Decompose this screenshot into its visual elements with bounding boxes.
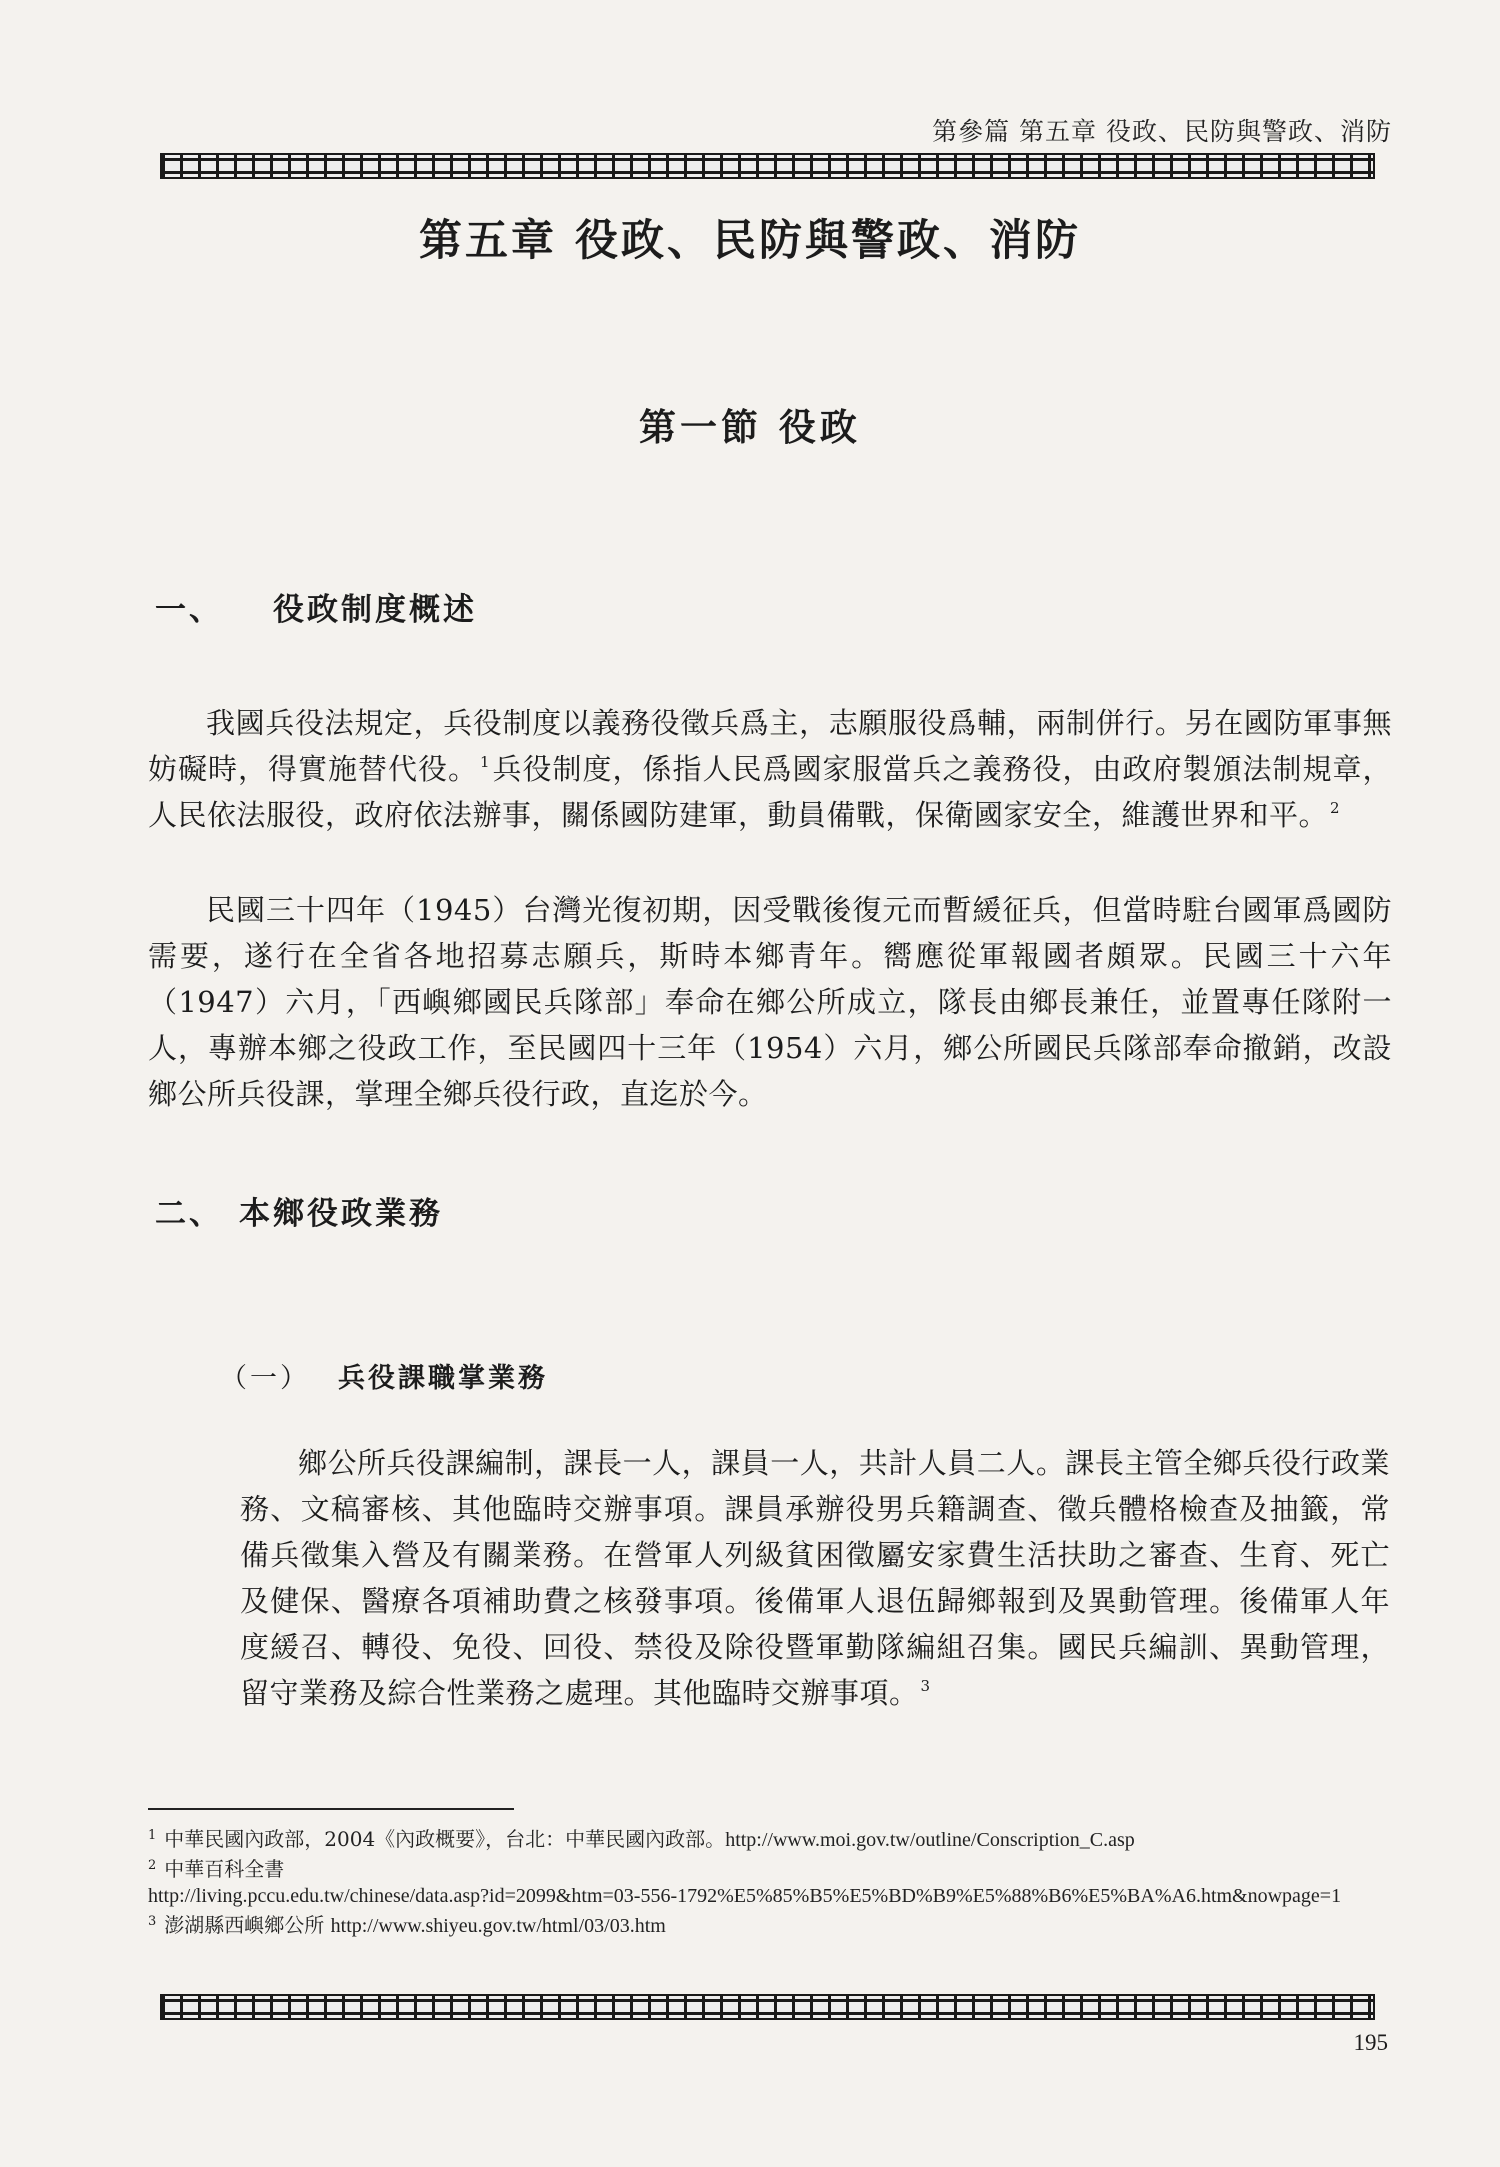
- heading-text: 本鄉役政業務: [239, 1196, 443, 1232]
- heading-part-2: [155, 1188, 443, 1233]
- footnote-text: 中華百科全書: [164, 1857, 285, 1881]
- chapter-title: 第五章 役政、民防與警政、消防: [419, 216, 1081, 266]
- footnote-number: 2: [148, 1858, 157, 1873]
- heading-number: 一、: [155, 592, 223, 628]
- page-number: 195: [1353, 2030, 1388, 2055]
- footnote-divider: [148, 1808, 514, 1810]
- footnote-ref-1: 1: [479, 753, 491, 771]
- paragraph-history: 民國三十四年（1945）台灣光復初期，因受戰後復元而暫緩征兵，但當時駐台國軍爲國防需要，遂行在全省各地招募志願兵，斯時本鄉青年。嚮應從軍報國者頗眾。民國三十六年（1947）六月，「西嶼鄉國民兵隊部」奉命在鄉公所成立，隊長由鄉長兼任，並置專任隊附一人，專辦本鄉之役政工作，至民國四十三年（1954）六月，鄉公所國民兵隊部奉命撤銷，改設鄉公所兵役課，掌理全鄉兵役行政，直迄於今。: [148, 893, 1392, 1111]
- footnote-3: [148, 1912, 1393, 1939]
- paragraph-text: 我國兵役法規定，兵役制度以義務役徵兵爲主，志願服役爲輔，兩制併行。另在國防軍事無妨礙時，得實施替代役。: [148, 706, 1392, 786]
- footnote-url: http://www.moi.gov.tw/outline/Conscription_C.asp: [725, 1829, 1135, 1851]
- heading-number: 二、: [155, 1196, 223, 1232]
- footnote-number: 1: [148, 1828, 157, 1843]
- footnote-number: 3: [148, 1914, 157, 1929]
- header-ornament-band: [160, 153, 1375, 179]
- footnote-url: http://www.shiyeu.gov.tw/html/03/03.htm: [330, 1915, 666, 1937]
- footnote-url: http://living.pccu.edu.tw/chinese/data.asp?id=2099&htm=03-556-1792%E5%85%B5%E5%BD%B9%E5%88%B6%E5%BA%A6.htm&nowpage=1: [148, 1885, 1342, 1907]
- section-title: 第一節 役政: [639, 405, 861, 449]
- heading-text: 役政制度概述: [273, 592, 477, 628]
- paragraph-conscription-overview: [148, 700, 1392, 838]
- subheading-duties: [220, 1356, 548, 1395]
- paragraph-text: 兵役制度，係指人民爲國家服當兵之義務役，由政府製頒法制規章，人民依法服役，政府依法辦事，關係國防建軍，動員備戰，保衛國家安全，維護世界和平。: [148, 752, 1392, 832]
- footnote-ref-2: 2: [1330, 799, 1341, 817]
- footnote-2: [148, 1856, 1393, 1909]
- footer-ornament-band: [160, 1994, 1375, 2020]
- footnotes: [148, 1826, 1393, 1942]
- footnote-text: 中華民國內政部，2004《內政概要》，台北：中華民國內政部。: [164, 1827, 726, 1851]
- subheading-text: 兵役課職掌業務: [338, 1363, 548, 1394]
- paragraph-text: 鄉公所兵役課編制，課長一人，課員一人，共計人員二人。課長主管全鄉兵役行政業務、文稿審核、其他臨時交辦事項。課員承辦役男兵籍調查、徵兵體格檢查及抽籤，常備兵徵集入營及有關業務。在營軍人列級貧困徵屬安家費生活扶助之審查、生育、死亡及健保、醫療各項補助費之核發事項。後備軍人退伍歸鄉報到及異動管理。後備軍人年度緩召、轉役、免役、回役、禁役及除役暨軍勤隊編組召集。國民兵編訓、異動管理，留守業務及綜合性業務之處理。其他臨時交辦事項。: [240, 1446, 1390, 1710]
- subheading-number: （一）: [220, 1363, 310, 1394]
- heading-part-1: [155, 584, 477, 629]
- footnote-1: [148, 1826, 1393, 1853]
- footnote-text: 澎湖縣西嶼鄉公所: [164, 1913, 325, 1937]
- paragraph-duties: [240, 1440, 1390, 1716]
- footnote-ref-3: 3: [920, 1677, 931, 1695]
- running-header: 第參篇 第五章 役政、民防與警政、消防: [932, 117, 1392, 146]
